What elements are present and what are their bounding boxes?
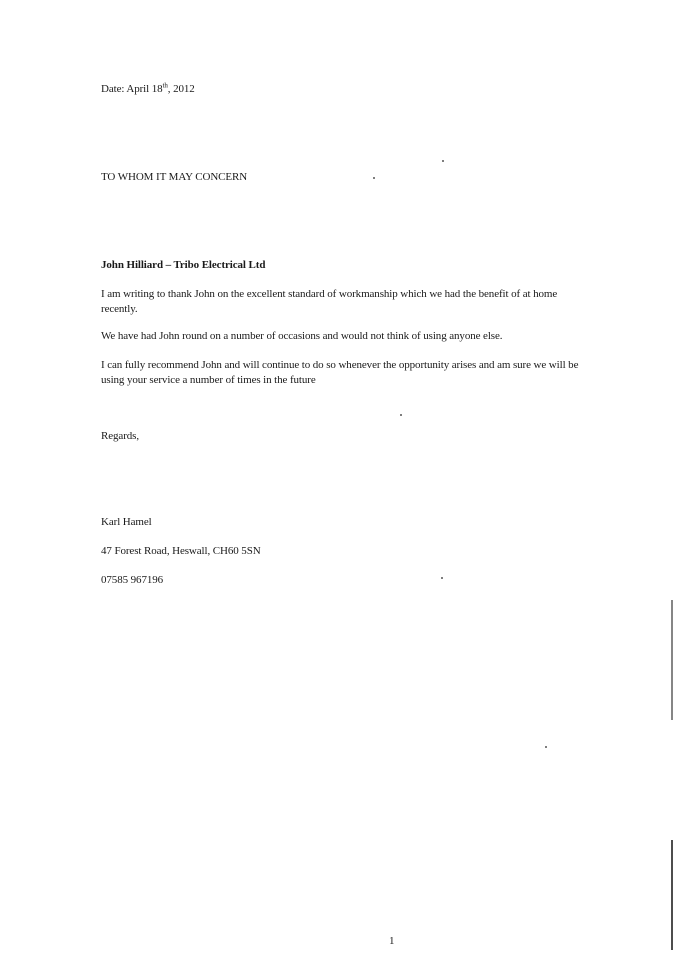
salutation: TO WHOM IT MAY CONCERN bbox=[101, 171, 248, 183]
signature-phone: 07585 967196 bbox=[101, 574, 164, 586]
date-ordinal-suffix: th bbox=[162, 81, 168, 90]
signature-address: 47 Forest Road, Heswall, CH60 5SN bbox=[101, 545, 261, 557]
scan-edge-mark bbox=[671, 600, 673, 720]
closing: Regards, bbox=[101, 430, 139, 442]
body-paragraph-1: I am writing to thank John on the excellent standard of workmanship which we had the benefit of at home recently. bbox=[101, 288, 558, 315]
date-prefix: Date: April 18 bbox=[101, 83, 163, 95]
scan-speck bbox=[373, 177, 375, 179]
scan-speck bbox=[545, 746, 547, 748]
scan-speck bbox=[442, 160, 444, 162]
scan-speck bbox=[400, 414, 402, 416]
subject-line: John Hilliard – Tribo Electrical Ltd bbox=[101, 259, 266, 271]
signature-name: Karl Hamel bbox=[101, 516, 152, 528]
page-number: 1 bbox=[389, 935, 395, 947]
scan-edge-mark bbox=[671, 840, 673, 950]
body-paragraph-3: I can fully recommend John and will continue to do so whenever the opportunity arises and am sure we will be using your service a number of times in the future bbox=[101, 359, 579, 386]
date-year: , 2012 bbox=[167, 83, 195, 95]
body-paragraph-2: We have had John round on a number of occasions and would not think of using anyone else. bbox=[101, 330, 503, 342]
letter-date bbox=[101, 82, 195, 97]
scan-speck bbox=[441, 577, 443, 579]
